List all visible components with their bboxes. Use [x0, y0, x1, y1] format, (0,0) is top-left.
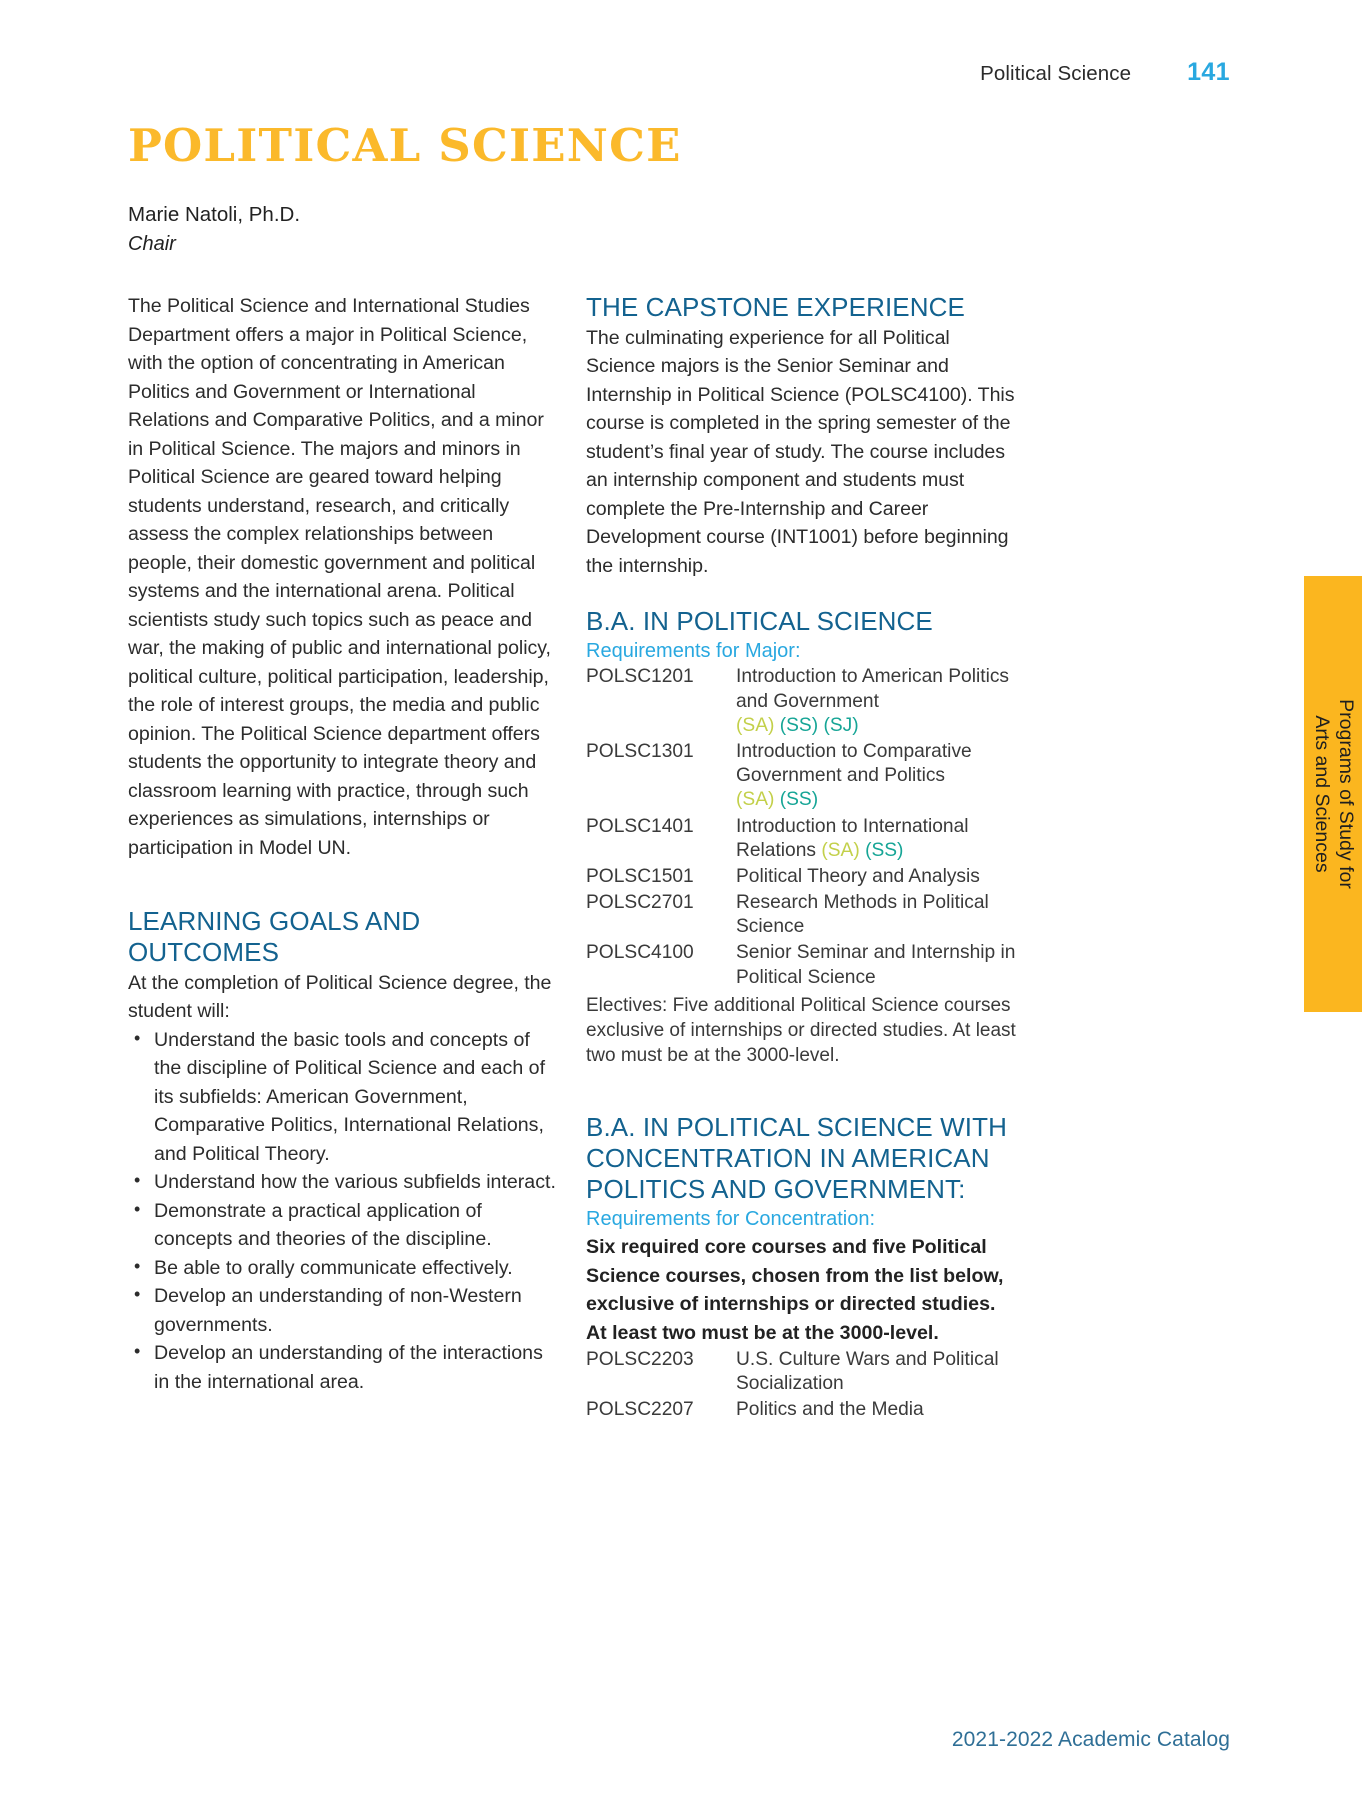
course-row [586, 1398, 1018, 1424]
course-row [586, 815, 1018, 865]
section-side-tab [1304, 576, 1362, 1012]
learning-goal-item: • Demonstrate a practical application of concepts and theories of the discipline. [128, 1197, 556, 1254]
course-name-text: Senior Seminar and Internship in Political Science [736, 942, 1016, 988]
course-name-text: Political Theory and Analysis [736, 865, 980, 887]
course-row [586, 740, 1018, 815]
course-attribute-sa: (SA) [736, 714, 775, 736]
course-code: POLSC2701 [586, 892, 694, 914]
section-side-tab-label [1309, 699, 1357, 889]
learning-goals-list [128, 1026, 556, 1397]
course-attribute-ss: (SS) [865, 839, 904, 861]
concentration-paragraph: Six required core courses and five Political Science courses, chosen from the list below, exclusive of internships or directed studies. At least two must be at the 3000-level. [586, 1236, 1004, 1345]
course-name-text: U.S. Culture Wars and Political Socialization [736, 1348, 999, 1394]
learning-goal-item: • Develop an understanding of the interactions in the international area. [128, 1339, 556, 1396]
capstone-heading: THE CAPSTONE EXPERIENCE [586, 292, 965, 322]
course-attribute-sj: (SJ) [823, 714, 859, 736]
ba-heading: B.A. IN POLITICAL SCIENCE [586, 606, 933, 637]
course-attribute-ss: (SS) [779, 714, 819, 736]
course-name-text: Politics and the Media [736, 1399, 924, 1420]
concentration-course-table [586, 1348, 1018, 1425]
running-header [980, 58, 1230, 87]
capstone-paragraph: The culminating experience for all Political Science majors is the Senior Seminar and Internship in Political Science (POLSC4100). This course is completed in the spring semester of the student’s final year of study. The course includes an internship component and students must complete the Pre-Internship and Career Development course (INT1001) before beginning the internship. [586, 326, 1015, 577]
course-attribute-sa: (SA) [736, 789, 775, 811]
concentration-heading: B.A. IN POLITICAL SCIENCE WITH CONCENTRATION IN AMERICAN POLITICS AND GOVERNMENT: [586, 1112, 1007, 1205]
course-code: POLSC1301 [586, 740, 694, 762]
course-name-text: Introduction to International Relations [736, 815, 969, 861]
running-header-title: Political Science [980, 62, 1132, 85]
side-tab-line-1: Programs of Study for [1334, 699, 1357, 889]
course-name [736, 891, 1018, 941]
concentration-requirements-label: Requirements for Concentration: [586, 1208, 876, 1231]
page-title: POLITICAL SCIENCE [128, 119, 682, 172]
course-code: POLSC1201 [586, 666, 694, 688]
course-code: POLSC2203 [586, 1348, 694, 1370]
course-code: POLSC1401 [586, 815, 694, 837]
right-column [586, 292, 1018, 1424]
course-name [736, 815, 1018, 865]
course-row [586, 665, 1018, 740]
course-name [736, 865, 1018, 891]
course-row [586, 941, 1018, 991]
course-name [736, 1398, 1018, 1424]
intro-paragraph: The Political Science and International Studies Department offers a major in Political Science, with the option of concentrating in American Politics and Government or International Relations and Comparative Politics, and a minor in Political Science. The majors and minors in Political Science are geared toward helping students understand, research, and critically assess the complex relationships between people, their domestic government and political systems and the international arena. Political scientists study such topics such as peace and war, the making of public and international policy, political culture, political participation, leadership, the role of interest groups, the media and public opinion. The Political Science department offers students the opportunity to integrate theory and classroom learning with practice, through such experiences as simulations, internships or participation in Model UN. [128, 295, 551, 859]
learning-goal-item: • Understand how the various subfields interact. [128, 1168, 556, 1197]
course-code: POLSC4100 [586, 942, 694, 964]
course-name [736, 665, 1018, 740]
page-number: 141 [1187, 58, 1230, 86]
chair-block [128, 200, 558, 259]
course-name-text: Research Methods in Political Science [736, 892, 989, 938]
course-attribute-sa: (SA) [821, 839, 860, 861]
footer-catalog-label: 2021-2022 Academic Catalog [951, 1728, 1230, 1751]
course-row [586, 891, 1018, 941]
side-tab-line-2: Arts and Sciences [1311, 715, 1333, 873]
ba-electives-note: Electives: Five additional Political Science courses exclusive of internships or directed studies. At least two must be at the 3000-level. [586, 994, 1016, 1066]
learning-goal-item: • Understand the basic tools and concepts of the discipline of Political Science and each of its subfields: American Government, Comparative Politics, International Relations, and Political Theory. [128, 1026, 556, 1169]
course-row [586, 865, 1018, 891]
course-code: POLSC1501 [586, 865, 694, 887]
chair-role: Chair [128, 232, 176, 255]
course-name-text: Introduction to Comparative Government and Politics [736, 740, 972, 787]
learning-goals-heading: LEARNING GOALS AND OUTCOMES [128, 906, 421, 967]
course-attribute-ss: (SS) [779, 789, 819, 811]
left-column [128, 292, 556, 1396]
learning-goal-item: • Develop an understanding of non-Western governments. [128, 1282, 556, 1339]
learning-goal-item: • Be able to orally communicate effectively. [128, 1254, 556, 1283]
course-name [736, 740, 1018, 815]
course-row [586, 1348, 1018, 1398]
course-code: POLSC2207 [586, 1399, 694, 1420]
ba-course-table [586, 665, 1018, 991]
course-name [736, 1348, 1018, 1398]
chair-name: Marie Natoli, Ph.D. [128, 203, 301, 226]
ba-requirements-label: Requirements for Major: [586, 640, 801, 663]
course-name-text: Introduction to American Politics and Government [736, 666, 1010, 712]
course-name [736, 941, 1018, 991]
learning-goals-intro: At the completion of Political Science degree, the student will: [128, 971, 552, 1023]
